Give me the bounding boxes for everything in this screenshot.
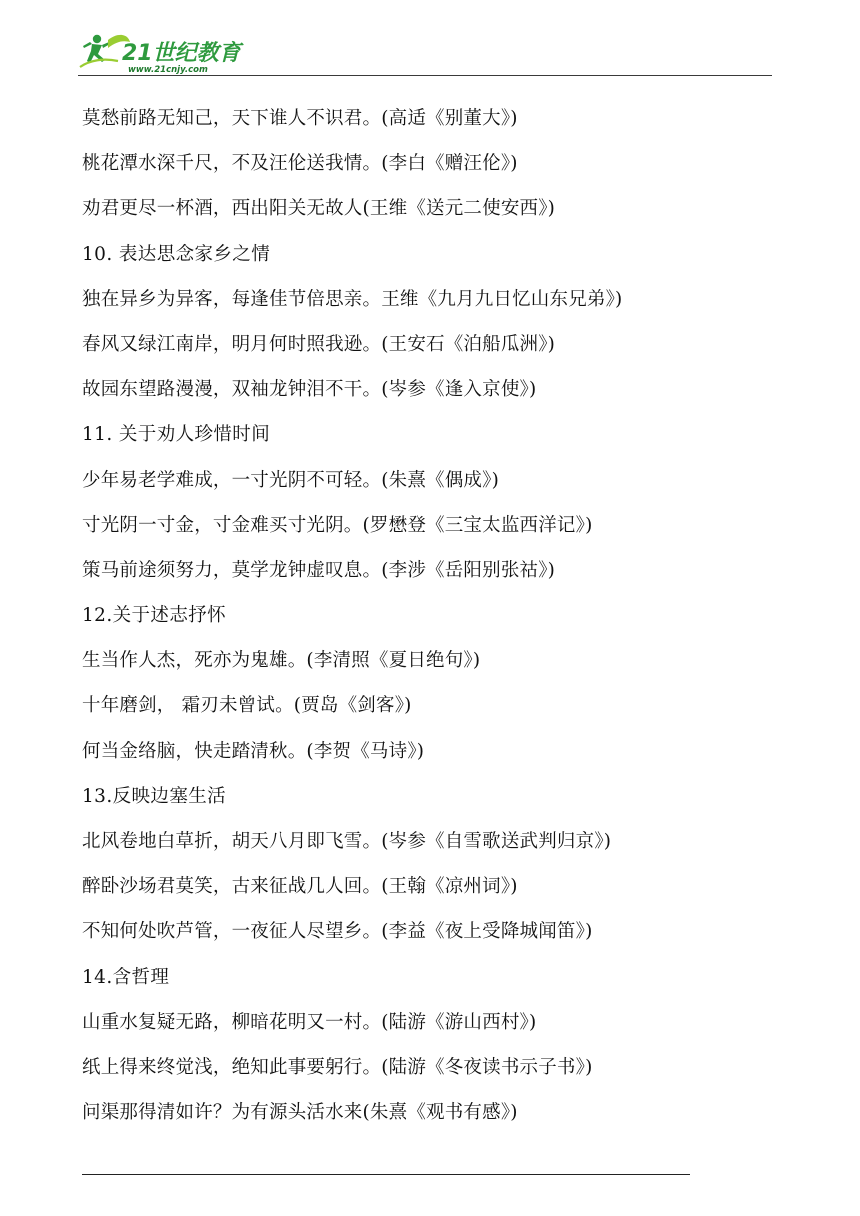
section-heading: 13.反映边塞生活 bbox=[82, 785, 227, 807]
footer-divider bbox=[82, 1174, 690, 1175]
poem-line: 劝君更尽一杯酒，西出阳关无故人(王维《送元二使安西》) bbox=[82, 198, 556, 220]
poem-line: 纸上得来终觉浅，绝知此事要躬行。(陆游《冬夜读书示子书》) bbox=[82, 1056, 593, 1078]
poem-line: 十年磨剑， 霜刃未曾试。(贾岛《剑客》) bbox=[82, 695, 412, 717]
poem-line: 醉卧沙场君莫笑，古来征战几人回。(王翰《凉州词》) bbox=[82, 876, 518, 898]
poem-line: 春风又绿江南岸，明月何时照我逊。(王安石《泊船瓜洲》) bbox=[82, 333, 556, 355]
poem-line: 生当作人杰，死亦为鬼雄。(李清照《夏日绝句》) bbox=[82, 650, 481, 672]
section-heading: 11. 关于劝人珍惜时间 bbox=[82, 424, 271, 446]
poem-line: 何当金络脑，快走踏清秋。(李贺《马诗》) bbox=[82, 740, 425, 762]
logo-text: 21世纪教育 bbox=[122, 41, 241, 66]
section-heading: 10. 表达思念家乡之情 bbox=[82, 243, 271, 265]
section-heading: 14.含哲理 bbox=[82, 966, 170, 988]
section-heading: 12.关于述志抒怀 bbox=[82, 605, 227, 627]
poem-line: 故园东望路漫漫，双袖龙钟泪不干。(岑参《逢入京使》) bbox=[82, 379, 537, 401]
poem-line: 莫愁前路无知己，天下谁人不识君。(高适《别董大》) bbox=[82, 108, 518, 129]
page-header bbox=[78, 30, 772, 78]
logo-url: www.21cnjy.com bbox=[128, 65, 208, 75]
poem-line: 寸光阴一寸金，寸金难买寸光阴。(罗懋登《三宝太监西洋记》) bbox=[82, 514, 593, 536]
poem-line: 独在异乡为异客，每逢佳节倍思亲。王维《九月九日忆山东兄弟》) bbox=[82, 288, 623, 310]
poem-line: 少年易老学难成，一寸光阴不可轻。(朱熹《偶成》) bbox=[82, 469, 499, 491]
header-divider bbox=[78, 75, 772, 76]
logo-21cnjy bbox=[78, 30, 258, 76]
poem-line: 北风卷地白草折，胡天八月即飞雪。(岑参《自雪歌送武判归京》) bbox=[82, 831, 612, 852]
poem-line: 不知何处吹芦管，一夜征人尽望乡。(李益《夜上受降城闻笛》) bbox=[82, 921, 593, 943]
poem-line: 桃花潭水深千尺，不及汪伦送我情。(李白《赠汪伦》) bbox=[82, 153, 518, 175]
document-body bbox=[82, 103, 762, 1142]
poem-line: 策马前途须努力，莫学龙钟虚叹息。(李涉《岳阳别张祜》) bbox=[82, 559, 556, 581]
poem-line: 山重水复疑无路，柳暗花明又一村。(陆游《游山西村》) bbox=[82, 1011, 537, 1033]
poem-line: 问渠那得清如许？为有源头活水来(朱熹《观书有感》) bbox=[82, 1102, 518, 1124]
